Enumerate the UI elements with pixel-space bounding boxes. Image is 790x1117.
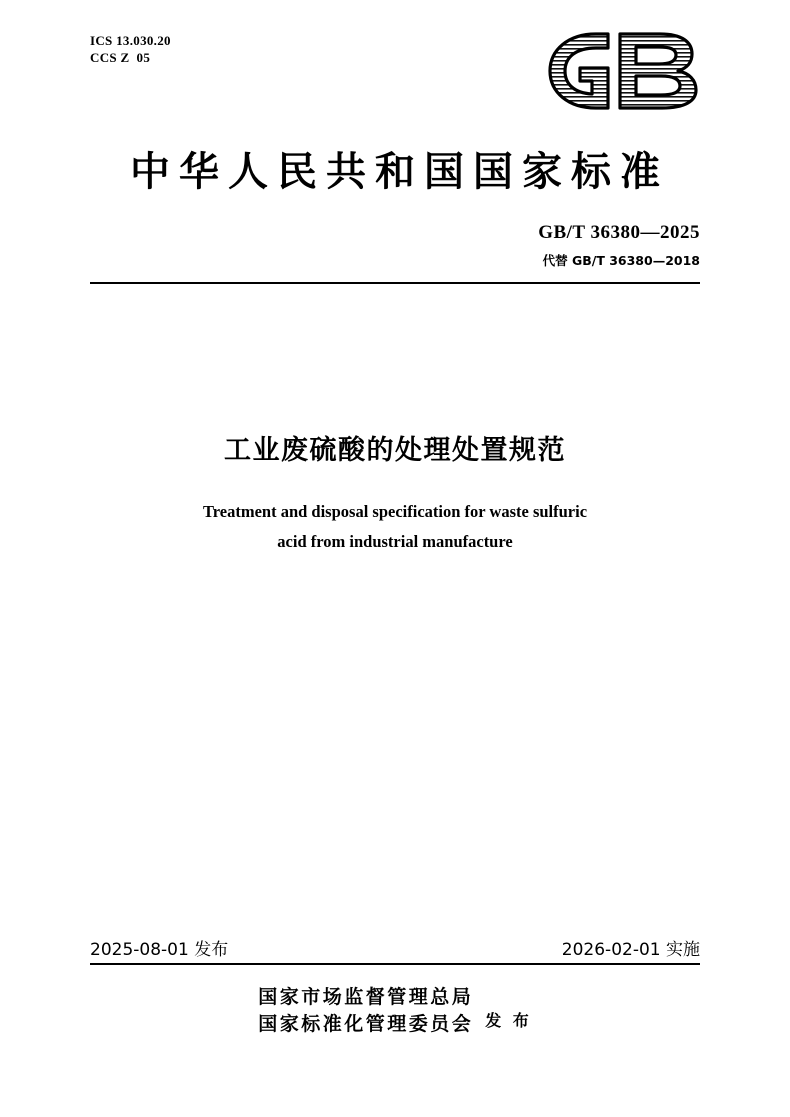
issuer-names <box>258 984 473 1038</box>
issuer-publish-label: 发 布 <box>485 1010 532 1030</box>
classification-codes <box>90 32 171 66</box>
ccs-code: CCS Z 05 <box>90 50 151 65</box>
gb-emblem-icon <box>542 28 712 114</box>
footer-divider <box>90 963 700 965</box>
document-title-english-line1: Treatment and disposal specification for waste sulfuric <box>202 502 588 521</box>
issue-date: 2025-08-01 发布 <box>90 940 229 960</box>
document-title-chinese: 工业废硫酸的处理处置规范 <box>224 435 566 466</box>
document-title-english <box>145 497 645 557</box>
standard-replaces: 代替 GB/T 36380—2018 <box>542 253 700 268</box>
national-standard-title: 中华人民共和国国家标准 <box>130 149 669 195</box>
standard-number: GB/T 36380—2025 <box>538 222 700 243</box>
issuer-line-2: 国家标准化管理委员会 <box>258 1013 474 1035</box>
header-divider <box>90 282 700 284</box>
standard-number-block <box>538 222 700 269</box>
issuing-authority <box>0 984 790 1038</box>
ics-code: ICS 13.030.20 <box>90 33 171 48</box>
effective-date: 2026-02-01 实施 <box>561 940 700 960</box>
issuer-line-1: 国家市场监督管理总局 <box>258 986 474 1008</box>
document-title-english-line2: acid from industrial manufacture <box>277 532 513 551</box>
